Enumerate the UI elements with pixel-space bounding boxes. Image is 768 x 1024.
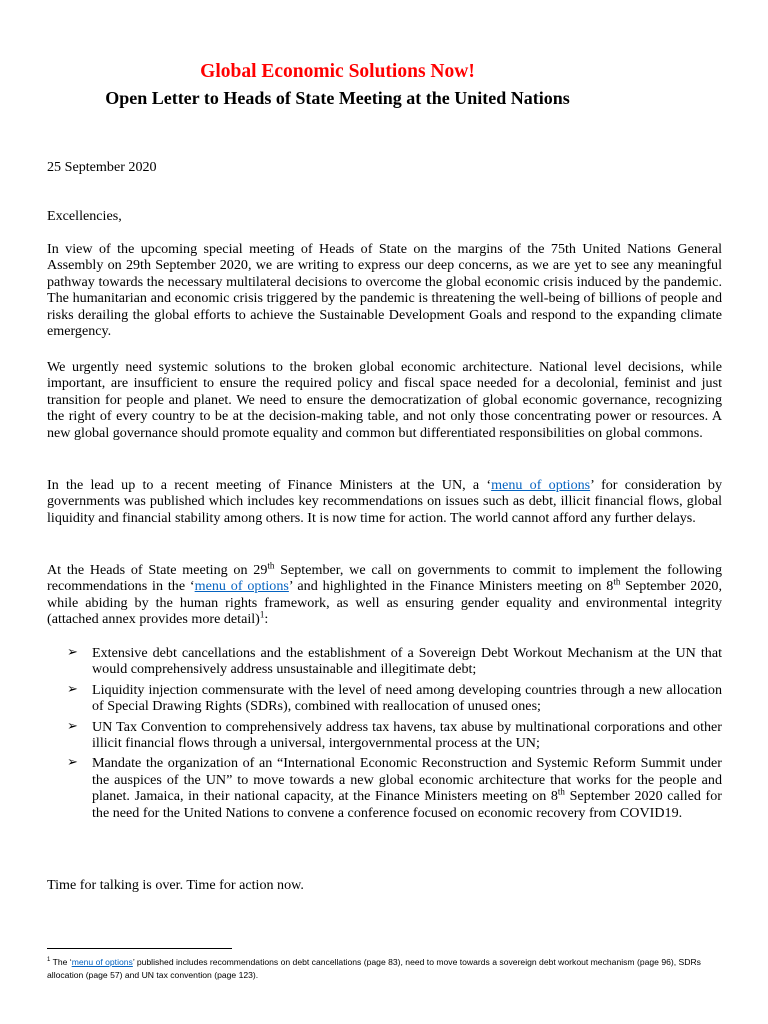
list-item-text: Liquidity injection commensurate with the level of need among developing countries through a new allocation of Special Drawing Rights (SDRs), combined with reallocation of unused ones; [92, 681, 722, 715]
arrow-bullet-icon: ➢ [67, 645, 78, 660]
ordinal-superscript: th [557, 786, 565, 797]
recommendations-list [47, 645, 722, 825]
paragraph-4 [47, 562, 722, 628]
paragraph-3-text-b: ’ for consideration by governments was published which includes key recommendations on issues such as debt, illicit financial flows, global liquidity and financial stability among others. It is now time for action. The world cannot afford any further delays. [47, 477, 723, 526]
paragraph-3-text-a: In the lead up to a recent meeting of Finance Ministers at the UN, a ‘ [47, 477, 492, 493]
footnote-text-b: ’ published includes recommendations on debt cancellations (page 83), need to move towards a sovereign debt workout mechanism (page 96), SDRs allocation (page 57) and UN tax convention (page 123). [47, 957, 701, 980]
list-item-text: UN Tax Convention to comprehensively address tax havens, tax abuse by multinational corporations and other illicit financial flows through a universal, intergovernmental process at the UN; [92, 718, 722, 752]
list-item [47, 682, 722, 715]
footnote-reference[interactable]: 1 [259, 609, 265, 620]
arrow-bullet-icon: ➢ [67, 718, 78, 734]
arrow-bullet-icon: ➢ [67, 755, 78, 771]
list-item-text-a: Mandate the organization of an “International Economic Reconstruction and Systemic Reform Summit under the auspices of the UN” to move towards a new global economic architecture that works for the people and planet. Jamaica, in their national capacity, at the Finance Ministers meeting on 8 [92, 755, 722, 805]
document-subtitle: Open Letter to Heads of State Meeting at the United Nations [105, 88, 570, 108]
paragraph-4-text-a: At the Heads of State meeting on 29 [47, 562, 268, 578]
list-item-text-b: September 2020 called for the need for the United Nations to convene a conference focused on economic recovery from COVID19. [92, 788, 722, 821]
ordinal-superscript-2: th [613, 576, 621, 587]
paragraph-3 [47, 477, 722, 526]
footnote-text-a: The ‘ [50, 957, 72, 967]
salutation: Excellencies, [47, 208, 122, 224]
paragraph-2: We urgently need systemic solutions to the broken global economic architecture. National level decisions, while important, are insufficient to ensure the required policy and fiscal space needed for a decolonial, feminist and just transition for people and planet. We need to ensure the democratization of global economic governance, recognizing the right of every country to be at the decision-making table, and not only those concentrating power or resources. A new global governance should promote equality and common but differentiated responsibilities on global commons. [47, 359, 722, 441]
footnote-menu-of-options-link[interactable]: menu of options [71, 957, 133, 967]
paragraph-4-text-b: September, we call on governments to commit to implement the following recommendations in the ‘ [47, 562, 722, 595]
list-item [47, 645, 722, 678]
ordinal-superscript: th [267, 560, 275, 571]
closing-line: Time for talking is over. Time for action now. [47, 877, 304, 893]
paragraph-1: In view of the upcoming special meeting of Heads of State on the margins of the 75th United Nations General Assembly on 29th September 2020, we are writing to express our deep concerns, as we are yet to see any meaningful pathway towards the necessary multilateral decisions to overcome the global economic crisis induced by the pandemic. The humanitarian and economic crisis triggered by the pandemic is threatening the well-being of billions of people and risks derailing the global efforts to achieve the Sustainable Development Goals and respond to the expanding climate emergency. [47, 241, 722, 340]
footnote-divider [47, 948, 232, 949]
menu-of-options-link[interactable]: menu of options [491, 477, 591, 493]
arrow-bullet-icon: ➢ [67, 681, 78, 697]
list-item-text: Extensive debt cancellations and the establishment of a Sovereign Debt Workout Mechanism at the UN that would comprehensively address unsustainable and illegitimate debt; [92, 645, 722, 678]
menu-of-options-link-2[interactable]: menu of options [194, 578, 289, 595]
paragraph-4-text-d: September 2020, while abiding by the human rights framework, as well as ensuring gender equality and environmental integrity (attached annex provides more detail) [47, 578, 723, 628]
letter-date: 25 September 2020 [47, 159, 157, 175]
document-title: Global Economic Solutions Now! [200, 61, 475, 82]
footnote-number: 1 [47, 957, 51, 964]
paragraph-4-text-e: : [264, 611, 269, 628]
footnote [47, 956, 727, 982]
list-item [47, 755, 722, 821]
list-item [47, 719, 722, 752]
paragraph-4-text-c: ’ and highlighted in the Finance Ministers meeting on 8 [288, 578, 614, 595]
